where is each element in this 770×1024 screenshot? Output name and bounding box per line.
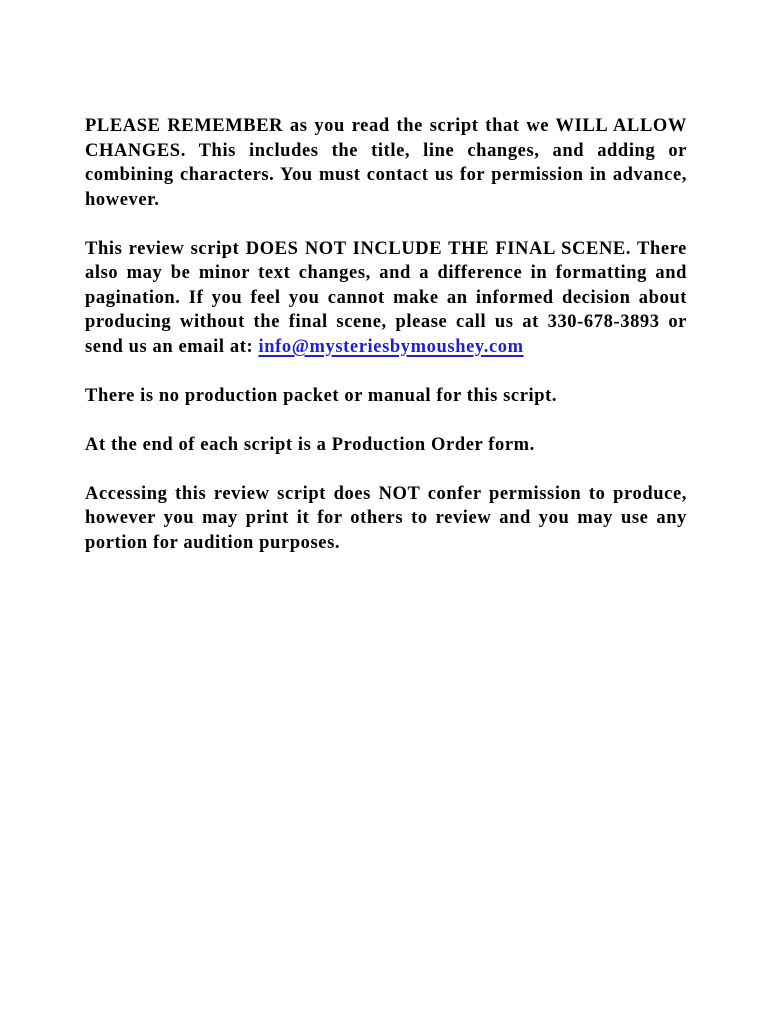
- document-body: [85, 114, 687, 555]
- changes-notice-paragraph: PLEASE REMEMBER as you read the script that we WILL ALLOW CHANGES. This includes the title, line changes, and adding or combining characters. You must contact us for permission in advance, however.: [85, 116, 687, 210]
- final-scene-notice-text: This review script DOES NOT INCLUDE THE FINAL SCENE. There also may be minor text changes, and a difference in formatting and pagination. If you feel you cannot make an informed decision about producing without the final scene, please call us at 330-678-3893 or send us an email at:: [85, 238, 687, 357]
- email-link[interactable]: info@mysteriesbymoushey.com: [258, 336, 524, 357]
- production-packet-paragraph: There is no production packet or manual for this script.: [85, 385, 558, 406]
- final-scene-notice-paragraph: [85, 237, 687, 360]
- order-form-paragraph: At the end of each script is a Production Order form.: [85, 434, 535, 455]
- permission-paragraph: Accessing this review script does NOT confer permission to produce, however you may print it for others to review and you may use any portion for audition purposes.: [85, 483, 687, 553]
